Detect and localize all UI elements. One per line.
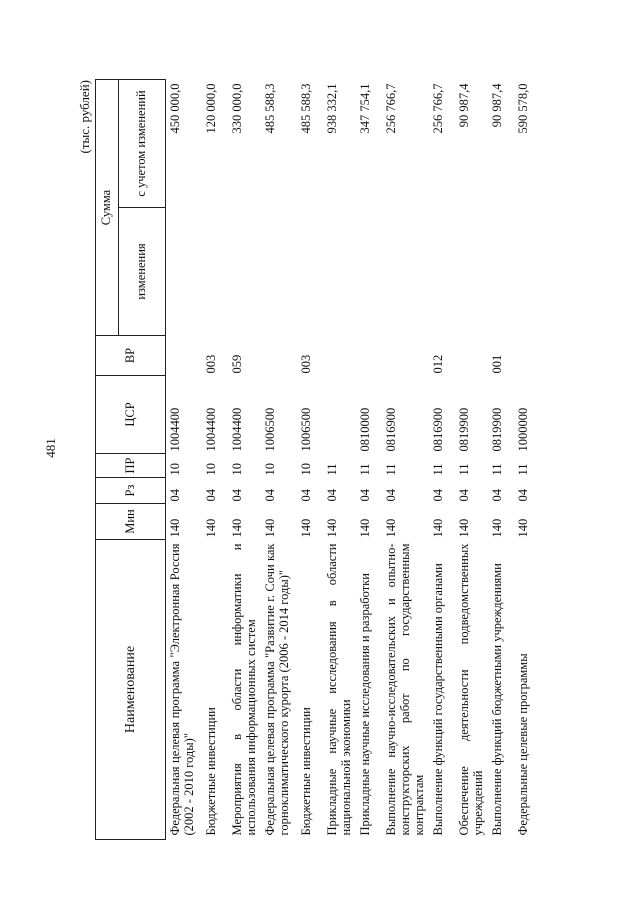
header-with-changes: с учетом изменений [119,80,166,208]
row-pr: 11 [515,463,530,476]
row-min: 140 [383,518,398,538]
table-row [356,80,382,840]
row-vr [382,336,429,376]
table-row [514,80,540,840]
row-total: 330 000,0 [229,83,244,134]
table-row [382,80,429,840]
row-min: 140 [456,518,471,538]
row-name: Обеспечение деятельности подведомственных учреждений [456,543,485,836]
row-csr: 1004400 [229,407,244,452]
row-total: 590 578,0 [515,83,530,134]
row-name: Выполнение функций бюджетными учреждениями [489,563,504,836]
row-pr: 11 [383,463,398,476]
row-changes [514,208,540,336]
row-total: 120 000,0 [203,83,218,134]
row-changes [261,208,297,336]
row-csr: 0819900 [456,407,471,452]
table-row [166,80,202,840]
row-min: 140 [298,518,313,538]
row-name: Бюджетные инвестиции [203,707,218,836]
row-changes [455,208,488,336]
row-total: 485 588,3 [298,83,313,134]
row-min: 140 [357,518,372,538]
row-vr [166,336,202,376]
row-name: Мероприятия в области информатики и использования информационных систем [229,543,258,836]
row-csr: 0810000 [357,407,372,452]
rotated-table-frame [75,70,575,840]
header-changes: изменения [119,208,166,336]
header-name: Наименование [96,540,166,840]
row-rz: 04 [456,489,471,502]
row-csr: 0816900 [383,407,398,452]
header-summa: Сумма [96,80,119,336]
table-row [323,80,356,840]
row-vr [514,336,540,376]
header-rz: Рз [96,478,166,504]
table-row [202,80,228,840]
row-changes [166,208,202,336]
row-pr: 11 [324,463,339,476]
row-vr: 012 [430,354,445,374]
row-rz: 04 [298,489,313,502]
table-row [429,80,455,840]
row-rz: 04 [383,489,398,502]
row-changes [323,208,356,336]
row-min: 140 [203,518,218,538]
row-rz: 04 [515,489,530,502]
row-rz: 04 [357,489,372,502]
row-csr: 1004400 [168,407,182,452]
row-pr: 10 [262,463,277,476]
row-changes [297,208,323,336]
row-name: Прикладные научные исследования и разработки [357,573,372,836]
table-row [228,80,261,840]
row-rz: 04 [489,489,504,502]
row-name: Федеральная целевая программа "Электронная Россия (2002 - 2010 годы)" [168,543,197,836]
row-pr: 10 [168,463,182,476]
row-changes [228,208,261,336]
row-rz: 04 [324,489,339,502]
row-changes [382,208,429,336]
row-name: Федеральные целевые программы [515,653,530,836]
row-min: 140 [515,518,530,538]
row-vr: 001 [489,354,504,374]
units-label: (тыс. рублей) [77,80,92,154]
row-vr [261,336,297,376]
row-vr [356,336,382,376]
row-changes [356,208,382,336]
header-pr: ПР [96,454,166,478]
row-csr: 1006500 [262,407,277,452]
row-name: Выполнение научно-исследовательских и опытно-конструкторских работ по государственным контрактам [383,543,427,836]
row-min: 140 [430,518,445,538]
row-csr: 1004400 [203,407,218,452]
row-csr: 0816900 [430,407,445,452]
page-number: 481 [43,438,58,458]
row-csr: 1006500 [298,407,313,452]
row-csr: 1000000 [515,407,530,452]
row-total: 450 000,0 [168,83,182,134]
row-rz: 04 [203,489,218,502]
row-pr: 10 [229,463,244,476]
header-vr: ВР [96,336,166,376]
row-changes [488,208,514,336]
row-total: 90 987,4 [489,83,504,128]
row-min: 140 [229,518,244,538]
row-min: 140 [262,518,277,538]
row-pr: 11 [456,463,471,476]
row-rz: 04 [430,489,445,502]
row-changes [202,208,228,336]
row-pr: 10 [298,463,313,476]
row-vr [455,336,488,376]
row-vr: 003 [203,354,218,374]
budget-table [95,79,540,840]
row-vr: 003 [298,354,313,374]
row-pr: 11 [357,463,372,476]
row-total: 347 754,1 [357,83,372,134]
row-vr: 059 [229,354,244,374]
row-pr: 11 [430,463,445,476]
row-vr [323,336,356,376]
row-min: 140 [324,518,339,538]
row-name: Прикладные научные исследования в области национальной экономики [324,543,353,836]
row-changes [429,208,455,336]
row-total: 256 766,7 [383,83,398,134]
row-csr [323,376,356,454]
row-min: 140 [168,518,182,538]
row-pr: 10 [203,463,218,476]
row-rz: 04 [262,489,277,502]
row-total: 938 332,1 [324,83,339,134]
header-min: Мин [96,504,166,540]
row-total: 485 588,3 [262,83,277,134]
row-min: 140 [489,518,504,538]
row-csr: 0819900 [489,407,504,452]
row-name: Бюджетные инвестиции [298,707,313,836]
row-name: Выполнение функций государственными органами [430,563,445,836]
header-csr: ЦСР [96,376,166,454]
table-row [261,80,297,840]
table-row [488,80,514,840]
row-pr: 11 [489,463,504,476]
row-name: Федеральная целевая программа "Развитие г. Сочи как горноклиматического курорта (2006 - 2014 годы)" [262,543,291,836]
table-row [297,80,323,840]
table-row [455,80,488,840]
row-total: 90 987,4 [456,83,471,128]
row-rz: 04 [168,489,182,502]
row-rz: 04 [229,489,244,502]
row-total: 256 766,7 [430,83,445,134]
